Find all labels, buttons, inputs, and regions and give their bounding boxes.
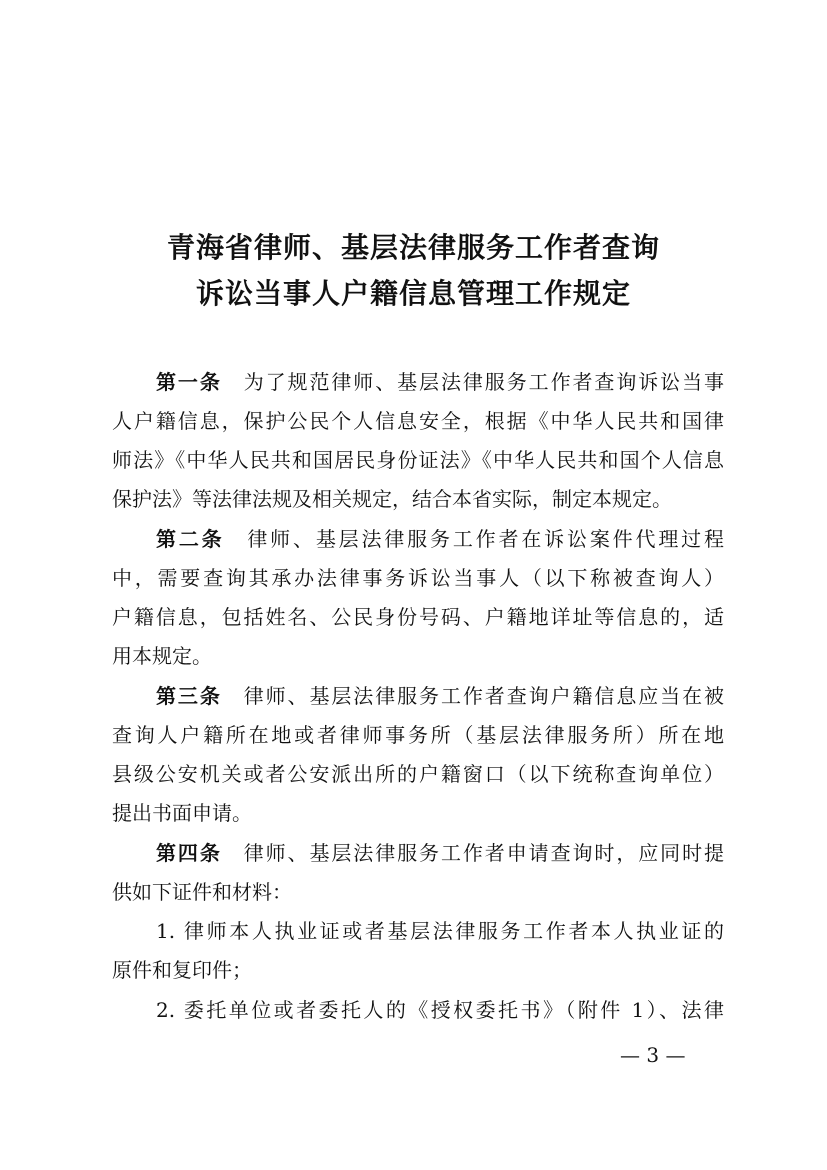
article-3-line-3: 县级公安机关或者公安派出所的户籍窗口（以下统称查询单位） [112,762,724,786]
article-3-line-2: 查询人户籍所在地或者律师事务所（基层法律服务所）所在地 [112,723,724,747]
article-2-line-1 [156,527,724,551]
article-3-head: 第三条 [156,684,222,708]
article-1-line-1 [156,370,724,394]
article-4-text-1: 律师、基层法律服务工作者申请查询时，应同时提 [243,841,724,865]
item-2-line-1: 2. 委托单位或者委托人的《授权委托书》（附件 1）、法律 [156,998,724,1022]
article-4-line-1 [156,841,724,865]
article-3-line-1 [156,684,724,708]
article-2-line-4: 用本规定。 [112,644,212,668]
item-1-line-1: 1. 律师本人执业证或者基层法律服务工作者本人执业证的 [156,919,724,943]
article-2-head: 第二条 [156,527,225,551]
item-1-line-2: 原件和复印件； [112,958,252,982]
article-1-head: 第一条 [156,370,222,394]
title-line-1: 青海省律师、基层法律服务工作者查询 [166,231,660,264]
article-1-text-1: 为了规范律师、基层法律服务工作者查询诉讼当事 [243,370,724,394]
page-number: — 3 — [620,1043,686,1067]
article-4-line-2: 供如下证件和材料： [112,880,292,904]
article-3-text-1: 律师、基层法律服务工作者查询户籍信息应当在被 [243,684,724,708]
article-1-line-3: 师法》《中华人民共和国居民身份证法》《中华人民共和国个人信息 [112,448,724,472]
article-4-head: 第四条 [156,841,222,865]
article-2-line-2: 中，需要查询其承办法律事务诉讼当事人（以下称被查询人） [112,566,724,590]
article-1-line-2: 人户籍信息，保护公民个人信息安全，根据《中华人民共和国律 [112,409,724,433]
article-3-line-4: 提出书面申请。 [112,801,252,825]
title-line-2: 诉讼当事人户籍信息管理工作规定 [195,277,631,310]
article-2-text-1: 律师、基层法律服务工作者在诉讼案件代理过程 [247,527,724,551]
article-1-line-4: 保护法》等法律法规及相关规定，结合本省实际，制定本规定。 [112,487,672,511]
article-2-line-3: 户籍信息，包括姓名、公民身份号码、户籍地详址等信息的，适 [112,605,724,629]
